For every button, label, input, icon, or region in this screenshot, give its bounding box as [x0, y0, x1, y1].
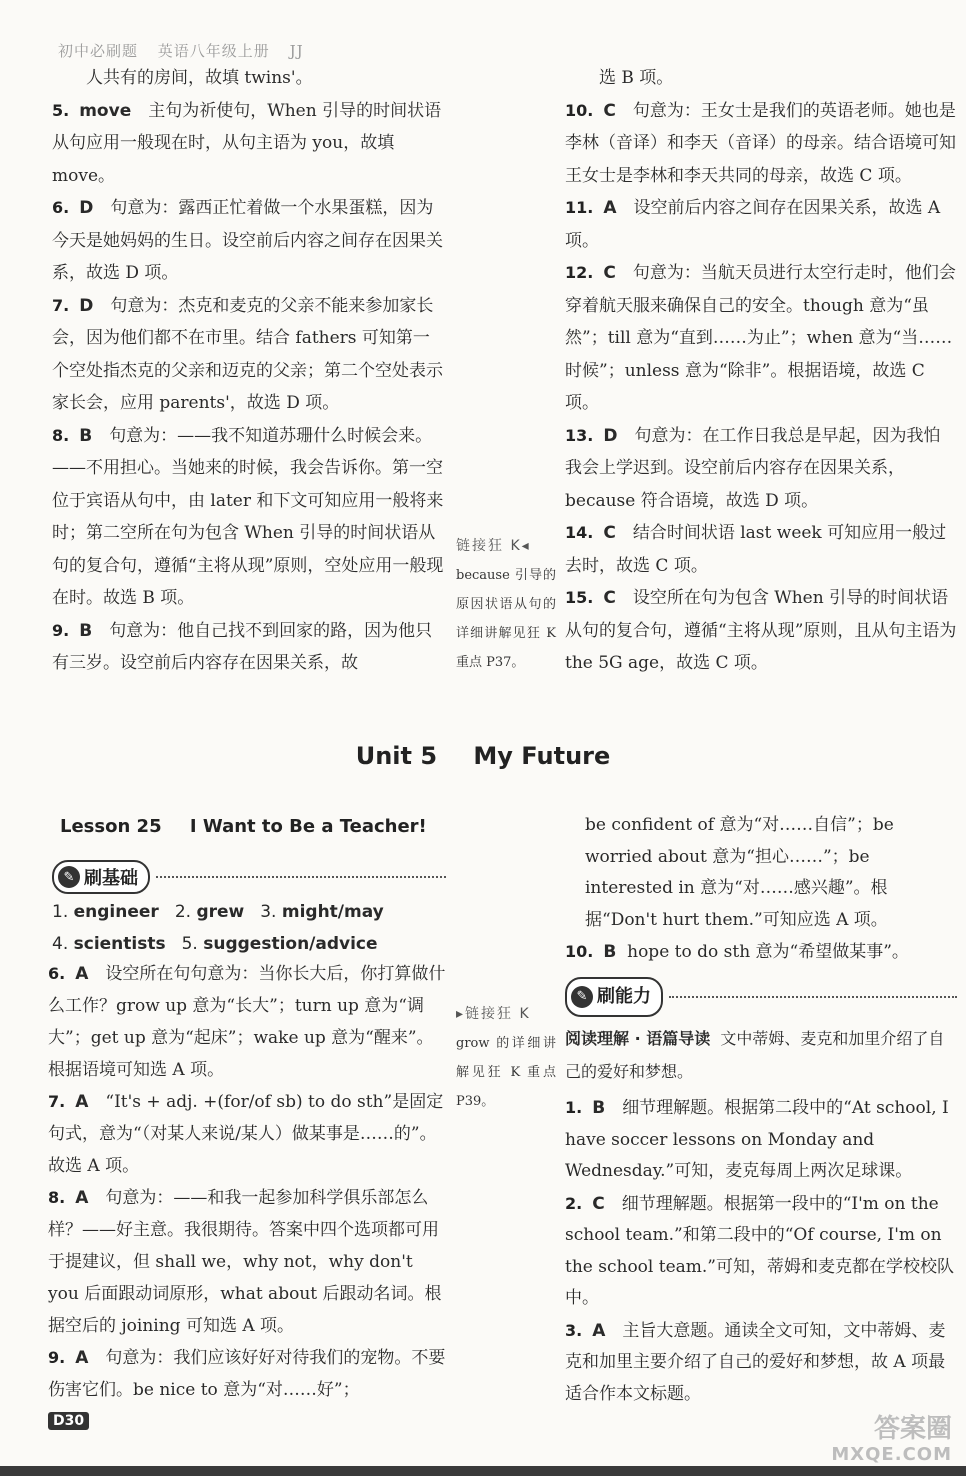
fill-number: 2. [174, 902, 197, 922]
item-explanation: 句意为：在工作日我总是早起，因为我怕我会上学迟到。设空前后内容存在因果关系，because 符合语境，故选 D 项。 [565, 425, 941, 511]
bottom-bar [0, 1466, 966, 1476]
item-number: 15. [565, 588, 594, 607]
reading-answers [565, 1092, 957, 1410]
header-book: 初中必刷题 [58, 42, 139, 60]
header-subject: 英语八年级上册 [157, 42, 270, 60]
item-explanation: 主句为祈使句，When 引导的时间状语从句应用一般现在时，从句主语为 you，故填 move。 [52, 100, 442, 186]
fill-number: 5. [181, 934, 204, 954]
right-column-top [565, 62, 957, 680]
item-explanation: 句意为：露西正忙着做一个水果蛋糕，因为今天是她妈妈的生日。设空前后内容之间存在因果关系，故选 D 项。 [52, 198, 443, 283]
fill-word: engineer [73, 902, 159, 922]
item-explanation: 句意为：——我不知道苏珊什么时候会来。——不用担心。当她来的时候，我会告诉你。第一空位于宾语从句中，由 later 和下文可知应用一般将来时；第二空所在句为包含 When 引导的时间状语从句的复合句，遵循“主将从现”原则，空处应用一般现在时。故选 B 项。 [52, 425, 444, 608]
item-explanation: 句意为：我们应该好好对待我们的宠物。不要伤害它们。be nice to 意为“对……好”； [48, 1348, 446, 1400]
unit-name: My Future [473, 742, 611, 770]
answer-item [565, 582, 957, 680]
header-edition: JJ [289, 42, 304, 60]
fill-answer [175, 902, 244, 922]
answer-item [565, 1092, 957, 1188]
reading-intro [565, 1023, 957, 1088]
item-answer: C [603, 263, 616, 283]
item-answer: A [592, 1320, 606, 1341]
item-explanation: 句意为：——和我一起参加科学俱乐部怎么样？——好主意。我很期待。答案中四个选项都可用于提建议，但 shall we，why not，why don't you 后面跟动词原形，what about 后跟动名词。根据空后的 joining 可知选 A 项。 [48, 1188, 442, 1336]
item-number: 8. [52, 425, 70, 445]
item-answer: D [603, 425, 618, 446]
item-answer: A [603, 198, 617, 218]
item-explanation: 句意为：杰克和麦克的父亲不能来参加家长会，因为他们都不在市里。结合 fathers 可知第一个空处指杰克的父亲和迈克的父亲；第二个空处表示家长会，应用 parents'，故选 D 项。 [52, 295, 443, 413]
item-number: 12. [565, 263, 594, 282]
side-note-text-2: grow 的详细讲解见狂 K 重点 P39。 [456, 1036, 556, 1109]
answer-item [48, 958, 446, 1086]
item-answer: C [603, 523, 616, 543]
answer-item [565, 1188, 957, 1315]
side-note-because [456, 532, 556, 677]
item-answer: D [79, 198, 94, 218]
item-answer: C [603, 100, 616, 121]
answer-item [52, 95, 446, 193]
item-number: 9. [48, 1348, 66, 1367]
left-column-bottom [48, 958, 446, 1406]
item-answer: B [79, 425, 93, 446]
answer-item [565, 1315, 957, 1411]
reading-head-label: 阅读理解 · 语篇导读 [565, 1029, 711, 1048]
side-note-label: 链接狂 K◂ [456, 538, 531, 554]
item-explanation: 设空所在句为包含 When 引导的时间状语从句的复合句，遵循“主将从现”原则，且从句主语为 the 5G age，故选 C 项。 [565, 588, 957, 673]
item-answer: A [75, 1092, 89, 1112]
answer-item [565, 95, 957, 193]
answer-item [565, 192, 957, 257]
answer-item [48, 1342, 446, 1406]
item-answer: D [79, 295, 94, 316]
section-badge-ability [565, 977, 957, 1018]
item-explanation: 句意为：王女士是我们的英语老师。她也是李林（音译）和李天（音译）的母亲。结合语境可知王女士是李林和李天共同的母亲，故选 C 项。 [565, 100, 956, 186]
pencil-icon: ✎ [58, 866, 80, 888]
item-explanation: 细节理解题。根据第二段中的“At school, I have soccer lessons on Monday and Wednesday.”可知，麦克每周上两次足球课。 [565, 1098, 949, 1181]
section-badge-basic [52, 860, 446, 894]
fill-word: suggestion/advice [203, 934, 378, 954]
item-explanation: 句意为：他自己找不到回家的路，因为他只有三岁。设空前后内容存在因果关系，故 [52, 620, 433, 673]
watermark-line1: 答案圈 [873, 1414, 952, 1444]
item-answer: A [75, 1348, 89, 1368]
answer-item [565, 517, 957, 582]
item-number: 2. [565, 1193, 583, 1213]
item-number: 5. [52, 100, 70, 120]
left-column-top [52, 62, 446, 680]
item-explanation: 句意为：当航天员进行太空行走时，他们会穿着航天服来确保自己的安全。though 意为“虽然”；till 意为“直到……为止”；when 意为“当……时候”；unless 意为“除非”。根据语境，故选 C 项。 [565, 263, 956, 413]
answer-item [565, 257, 957, 420]
fill-word: might/may [281, 902, 384, 922]
fill-answer [182, 934, 378, 954]
item-explanation: 主旨大意题。通读全文可知，文中蒂姆、麦克和加里主要介绍了自己的爱好和梦想，故 A 项最适合作本文标题。 [565, 1320, 946, 1404]
item-number: 3. [565, 1320, 583, 1340]
lesson-title [60, 816, 449, 837]
item-explanation: 设空所在句句意为：当你长大后，你打算做什么工作？grow up 意为“长大”；turn up 意为“调大”；get up 意为“起床”；wake up 意为“醒来”。根据语境可知选 A 项。 [48, 964, 446, 1080]
item-number: 14. [565, 523, 594, 542]
pencil-icon-2: ✎ [571, 986, 593, 1008]
item-number: 1. [565, 1098, 583, 1117]
answer-item [52, 290, 446, 420]
answer-item [565, 62, 957, 95]
answer-item [52, 62, 446, 95]
fill-answer [52, 902, 159, 922]
answer-item [52, 420, 446, 615]
page-number: D30 [48, 1412, 89, 1430]
fill-word: grew [196, 902, 245, 922]
lesson-name: I Want to Be a Teacher! [189, 816, 427, 837]
fill-answers [52, 896, 452, 960]
page-header [58, 40, 318, 61]
fill-number: 3. [260, 902, 282, 922]
item-explanation: 细节理解题。根据第一段中的“I'm on the school team.”和第二段中的“Of course, I'm on the school team.”可知，蒂姆和麦克都在学校校队中。 [565, 1193, 954, 1308]
fill-answer-row [52, 896, 452, 928]
badge-basic-label: 刷基础 [84, 868, 138, 889]
fill-number: 4. [52, 934, 74, 954]
reading-intro-text: 文中蒂姆、麦克和加里介绍了自己的爱好和梦想。 [565, 1029, 945, 1081]
item-number: 7. [48, 1092, 66, 1111]
item-number: 6. [48, 964, 66, 983]
item-number: 8. [48, 1188, 66, 1207]
answer-item [52, 615, 446, 680]
item-answer: B [79, 620, 93, 641]
item-answer: move [79, 100, 132, 121]
item-10: 10. B hope to do sth 意为“希望做某事”。 [565, 942, 909, 962]
badge-ability-label: 刷能力 [597, 985, 651, 1007]
fill-answer [260, 902, 384, 922]
item-number: 11. [565, 198, 594, 217]
item-explanation: 设空前后内容之间存在因果关系，故选 A 项。 [565, 198, 941, 251]
item-number: 10. [565, 100, 594, 120]
answer-item [48, 1182, 446, 1342]
answer-item [48, 1086, 446, 1182]
item-number: 7. [52, 295, 70, 315]
item-explanation: 结合时间状语 last week 可知应用一般过去时，故选 C 项。 [565, 523, 947, 576]
answer-item [52, 192, 446, 290]
right-column-bottom [565, 810, 957, 1410]
unit-number: Unit 5 [355, 742, 438, 770]
item-number: 9. [52, 620, 70, 640]
item-answer: A [75, 1188, 89, 1208]
side-note-text: because 引导的原因状语从句的详细讲解见狂 K 重点 P37。 [456, 568, 556, 670]
item-explanation: 人共有的房间，故填 twins'。 [86, 68, 313, 88]
answer-item [565, 420, 957, 518]
side-note-label-2: ▸链接狂 K [456, 1006, 531, 1022]
item-number: 13. [565, 425, 594, 445]
side-note-grow [456, 1000, 556, 1116]
watermark-line2: MXQE.COM [831, 1444, 952, 1465]
item-answer: A [75, 964, 89, 984]
item-explanation: 选 B 项。 [599, 68, 674, 88]
lesson-number: Lesson 25 [60, 816, 162, 837]
continued-text: be confident of 意为“对……自信”；be worried about 意为“担心……”；be interested in 意为“对……感兴趣”。根据“Don't hurt them.”可知应选 A 项。 [585, 815, 894, 930]
fill-answer [52, 934, 166, 954]
item-number: 6. [52, 198, 70, 217]
fill-word: scientists [73, 934, 166, 954]
fill-number: 1. [52, 902, 74, 922]
watermark [831, 1416, 952, 1468]
item-explanation: “It's + adj. +(for/of sb) to do sth”是固定句式，意为“（对某人来说/某人）做某事是……的”。故选 A 项。 [48, 1092, 444, 1176]
item-answer: C [592, 1193, 605, 1214]
fill-answer-row [52, 928, 452, 960]
item-answer: C [603, 588, 616, 608]
item-answer: B [592, 1098, 606, 1118]
unit-title [0, 742, 966, 770]
